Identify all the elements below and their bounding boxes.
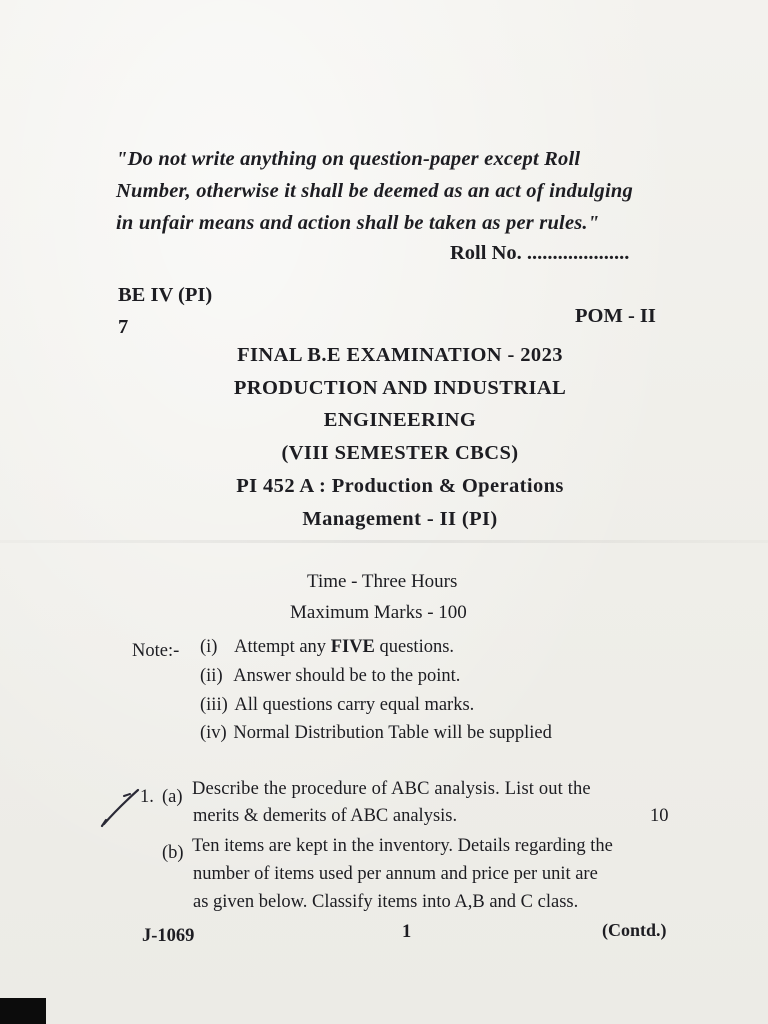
exam-title-line-5: PI 452 A : Production & Operations [236, 475, 564, 497]
question-1-number: 1. [140, 787, 154, 807]
note-item-number: (ii) [200, 666, 223, 686]
exam-title-line-6: Management - II (PI) [302, 508, 498, 530]
note-item-3 [200, 695, 474, 716]
scan-edge-shadow [0, 998, 46, 1024]
warning-line-3: in unfair means and action shall be taken as per rules." [116, 212, 600, 234]
course-code: BE IV (PI) [118, 284, 213, 306]
note-item-text-end: questions. [374, 637, 455, 657]
paper-fold-crease [0, 540, 768, 543]
question-1a-marks: 10 [650, 806, 669, 826]
page-count: 7 [118, 316, 129, 338]
note-item-2 [200, 666, 460, 687]
note-item-emphasis: FIVE [330, 637, 375, 657]
continued-marker: (Contd.) [602, 920, 667, 940]
maximum-marks: Maximum Marks - 100 [290, 602, 467, 623]
question-1a-label: (a) [162, 787, 183, 807]
roll-number-field: Roll No. .................... [450, 242, 630, 264]
page-number: 1 [402, 922, 412, 942]
paper-code: POM - II [575, 305, 656, 327]
note-item-1 [200, 637, 454, 658]
note-item-text: Answer should be to the point. [233, 666, 461, 686]
note-item-number: (i) [200, 637, 218, 657]
exam-title-line-2: PRODUCTION AND INDUSTRIAL [233, 377, 567, 399]
question-1b-line-3: as given below. Classify items into A,B and C class. [193, 892, 579, 912]
question-1a-line-2: merits & demerits of ABC analysis. [193, 806, 458, 826]
warning-line-1: "Do not write anything on question-paper except Roll [116, 148, 581, 170]
exam-title-line-4: (VIII SEMESTER CBCS) [281, 442, 519, 464]
note-item-number: (iv) [200, 723, 227, 743]
note-item-text: Attempt any [234, 637, 331, 657]
question-1b-line-1: Ten items are kept in the inventory. Details regarding the [192, 836, 613, 856]
question-1b-line-2: number of items used per annum and price per unit are [193, 864, 598, 884]
note-item-text: All questions carry equal marks. [234, 695, 475, 715]
question-1b-label: (b) [162, 843, 184, 863]
question-1a-line-1: Describe the procedure of ABC analysis. List out the [192, 779, 591, 799]
note-item-text: Normal Distribution Table will be supplied [233, 723, 552, 743]
warning-line-2: Number, otherwise it shall be deemed as an act of indulging [116, 180, 633, 202]
note-label: Note:- [132, 641, 180, 661]
exam-title-line-3: ENGINEERING [323, 409, 477, 431]
exam-title-line-1: FINAL B.E EXAMINATION - 2023 [237, 344, 563, 366]
exam-duration: Time - Three Hours [307, 571, 458, 592]
note-item-number: (iii) [200, 695, 228, 715]
note-item-4 [200, 723, 552, 744]
paper-serial-code: J-1069 [142, 926, 195, 946]
